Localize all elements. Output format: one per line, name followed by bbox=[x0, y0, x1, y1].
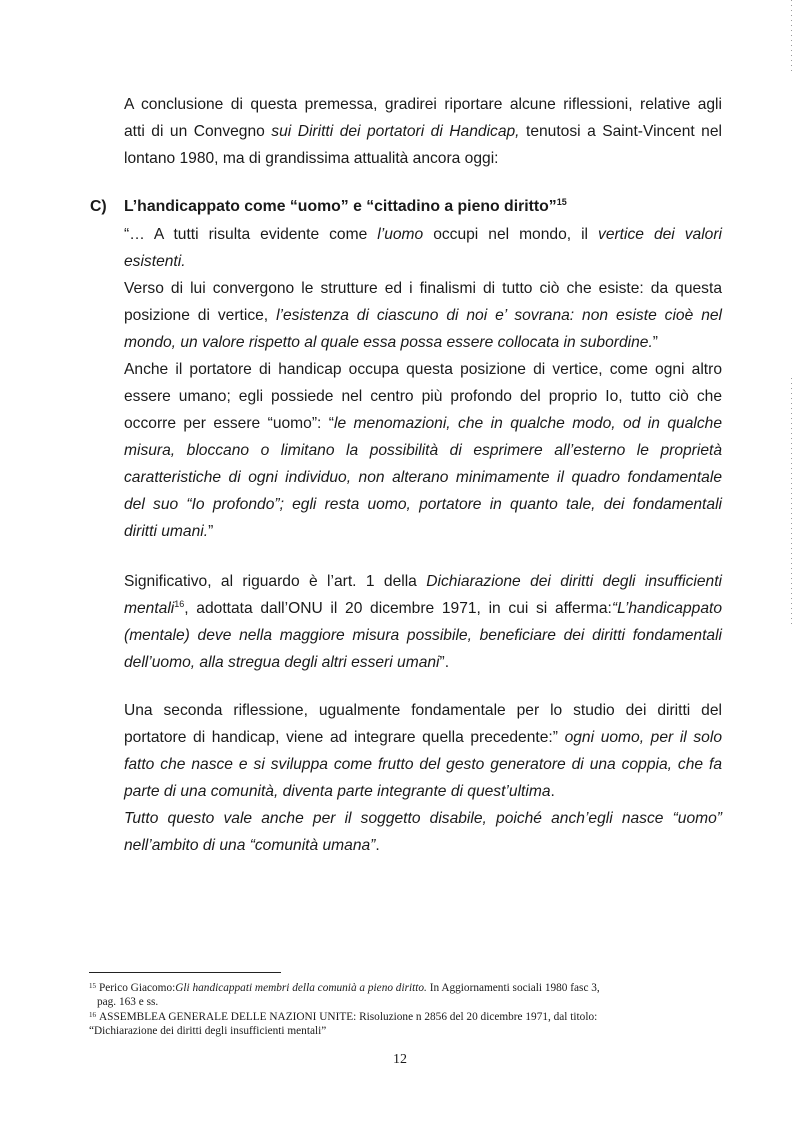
footnote-ref-15: 15 bbox=[556, 197, 567, 207]
footnote-15: $^{15}$ Perico Giacomo:Gli handicappati membri della comunià a pieno diritto. In Aggiornamenti sociali 1980 fasc 3, bbox=[89, 982, 600, 994]
footnote-16: $^{16}$ ASSEMBLEA GENERALE DELLE NAZIONI UNITE: Risoluzione n 2856 del 20 dicembre 1971, dal titolo: bbox=[89, 1010, 598, 1023]
significativo-paragraph: Significativo, al riguardo è l’art. 1 della Dichiarazione dei diritti degli insufficienti mentali$^{16}$, adottata dall’ONU il 20 dicembre 1971, in cui si afferma:“L’handicappato (mentale) deve nella maggiore misura possibile, beneficiare dei diritti fondamentali dell’uomo, alla stregua degli altri esseri umani”. bbox=[124, 573, 723, 671]
intro-paragraph: A conclusione di questa premessa, gradirei riportare alcune riflessioni, relative agli atti di un Convegno sui Diritti dei portatori di Handicap, tenutosi a Saint-Vincent nel lontano 1980, ma di grandissima attualità ancora oggi: bbox=[124, 96, 722, 167]
section-title: L’handicappato come “uomo” e “cittadino a pieno diritto” bbox=[124, 198, 557, 215]
quote-block: “… A tutti risulta evidente come l’uomo occupi nel mondo, il vertice dei valori esistenti. Verso di lui convergono le strutture ed i finalismi di tutto ciò che esiste: da questa posizione di vertice, l’esistenza di ciascuno di noi e’ sovrana: non esiste cioè nel mondo, un valore rispetto al quale essa possa essere collocata in subordine.” Anche il portatore di handicap occupa questa posizione di vertice, come ogni altro essere umano; egli possiede nel centro più profondo del proprio Io, tutto ciò che occorre per essere “uomo”: “le menomazioni, che in qualche modo, od in qualche misura, bloccano o limitano la possibilità di esprimere all’esterno le proprietà caratteristiche di ogni individuo, non alterano minimamente il quadro fondamentale del suo “Io profondo”; egli resta uomo, portatore in quanto tale, dei fondamentali diritti umani.” bbox=[124, 226, 723, 540]
footnotes: $^{15}$ Perico Giacomo:Gli handicappati membri della comunià a pieno diritto. In Aggiornamenti sociali 1980 fasc 3, pag. 163 e ss. $^{16}$ ASSEMBLEA GENERALE DELLE NAZIONI UNITE: Risoluzione n 2856 del 20 dicembre 1971, dal titolo: “Dichiarazione dei diritti degli insufficienti mentali” bbox=[89, 981, 729, 1038]
margin-dots-middle bbox=[791, 378, 792, 628]
footnote-ref-16: 16 bbox=[174, 599, 185, 609]
footnote-separator bbox=[89, 972, 281, 973]
section-heading bbox=[90, 193, 567, 220]
page-number: 12 bbox=[393, 1052, 407, 1067]
section-label: C) bbox=[90, 198, 107, 215]
seconda-riflessione-paragraph: Una seconda riflessione, ugualmente fondamentale per lo studio dei diritti del portatore di handicap, viene ad integrare quella precedente:” ogni uomo, per il solo fatto che nasce e si sviluppa come frutto del gesto generatore di una coppia, che fa parte di una comunità, diventa parte integrante di quest’ultima. Tutto questo vale anche per il soggetto disabile, poiché anch’egli nasce “uomo” nell’ambito di una “comunità umana”. bbox=[124, 702, 722, 854]
margin-dots-top bbox=[791, 0, 792, 72]
